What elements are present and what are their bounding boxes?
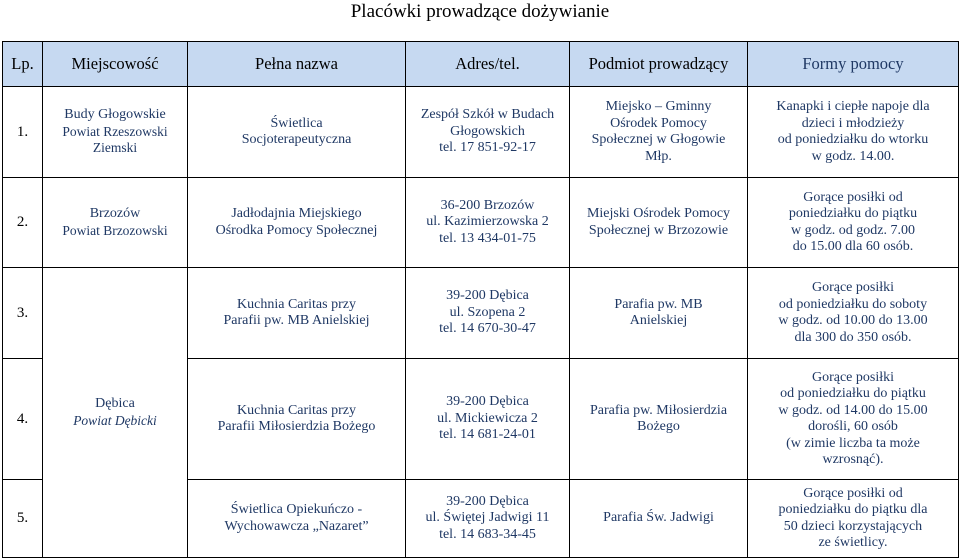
- address-line: ul. Świętej Jadwigi 11: [425, 510, 550, 526]
- help-line: poniedziałku do piątku: [788, 206, 918, 221]
- table-row: [3, 87, 959, 178]
- header-miejscowosc: Miejscowość: [43, 42, 188, 87]
- table-row: [3, 178, 959, 268]
- header-formy: Formy pomocy: [748, 42, 959, 87]
- cell-address: [406, 268, 570, 359]
- cell-lp: 5.: [3, 480, 43, 558]
- address-line: 36-200 Brzozów: [440, 197, 535, 213]
- help-line: od poniedziałku do wtorku: [777, 132, 929, 147]
- header-lp: Lp.: [3, 42, 43, 87]
- address-line: tel. 14 681-24-01: [439, 427, 536, 443]
- address-line: 39-200 Dębica: [446, 394, 529, 410]
- address-line: ul. Kazimierzowska 2: [426, 214, 549, 230]
- help-line: 50 dzieci korzystających: [783, 518, 923, 534]
- location-name: Budy Głogowskie: [64, 107, 166, 123]
- operator-line: Parafia pw. Miłosierdzia: [589, 402, 728, 418]
- help-line: Gorące posiłki od: [803, 189, 903, 205]
- address-line: Zespół Szkół w Budach: [420, 107, 555, 123]
- help-line: dorośli, 60 osób: [808, 419, 898, 434]
- location-district: Ziemski: [92, 140, 138, 156]
- location-district: Powiat Brzozowski: [62, 222, 168, 238]
- cell-location: [43, 178, 188, 268]
- cell-address: [406, 178, 570, 268]
- name-line: Socjoterapeutyczna: [241, 132, 352, 147]
- header-podmiot: Podmiot prowadzący: [570, 42, 748, 87]
- table-row: [3, 268, 959, 359]
- cell-address: [406, 359, 570, 480]
- location-name: Brzozów: [89, 206, 141, 221]
- help-line: Gorące posiłki: [811, 280, 895, 295]
- help-line: poniedziałku do piątku dla: [778, 502, 928, 517]
- location-district: Powiat Dębicki: [73, 412, 157, 428]
- location-name: Dębica: [95, 396, 135, 411]
- header-adres: Adres/tel.: [406, 42, 570, 87]
- address-line: tel. 14 670-30-47: [439, 321, 536, 337]
- name-line: Kuchnia Caritas przy: [237, 296, 356, 312]
- cell-lp: 3.: [3, 268, 43, 359]
- cell-operator: [570, 268, 748, 359]
- header-nazwa: Pełna nazwa: [188, 42, 406, 87]
- operator-line: Parafia Św. Jadwigi: [603, 510, 714, 526]
- help-line: dzieci i młodzieży: [801, 115, 905, 131]
- help-line: w godz. od godz. 7.00: [790, 222, 916, 238]
- cell-lp: 2.: [3, 178, 43, 268]
- operator-line: Anielskiej: [629, 313, 688, 328]
- cell-operator: [570, 178, 748, 268]
- operator-line: Społecznej w Brzozowie: [588, 222, 729, 238]
- operator-line: Miejski Ośrodek Pomocy: [586, 206, 731, 221]
- cell-help: [748, 359, 959, 480]
- address-line: ul. Szopena 2: [449, 304, 526, 320]
- help-line: (w zimie liczba ta może: [786, 435, 920, 451]
- cell-address: [406, 480, 570, 558]
- operator-line: Miejsko – Gminny: [605, 99, 712, 114]
- cell-name: [188, 268, 406, 359]
- cell-location: [43, 87, 188, 178]
- cell-location: [43, 268, 188, 558]
- facilities-table: [2, 41, 959, 558]
- help-line: Gorące posiłki: [811, 369, 895, 385]
- cell-name: [188, 480, 406, 558]
- address-line: 39-200 Dębica: [446, 493, 529, 509]
- name-line: Ośrodka Pomocy Społecznej: [215, 222, 378, 238]
- name-line: Wychowawcza „Nazaret”: [224, 518, 369, 534]
- help-line: ze świetlicy.: [818, 535, 888, 550]
- address-line: Głogowskich: [450, 123, 525, 139]
- help-line: w godz. od 10.00 do 13.00: [778, 313, 928, 328]
- operator-line: Młp.: [645, 148, 672, 164]
- help-line: w godz. od 14.00 do 15.00: [778, 402, 928, 418]
- name-line: Parafii pw. MB Anielskiej: [223, 313, 370, 328]
- cell-help: [748, 268, 959, 359]
- cell-lp: 4.: [3, 359, 43, 480]
- operator-line: Społecznej w Głogowie: [591, 132, 726, 147]
- help-line: dla 300 do 350 osób.: [794, 329, 912, 345]
- address-line: tel. 17 851-92-17: [439, 140, 536, 156]
- cell-help: [748, 178, 959, 268]
- help-line: Gorące posiłki od: [803, 485, 903, 501]
- cell-lp: 1.: [3, 87, 43, 178]
- name-line: Parafii Miłosierdzia Bożego: [217, 419, 376, 434]
- name-line: Kuchnia Caritas przy: [237, 402, 356, 418]
- cell-name: [188, 178, 406, 268]
- cell-operator: [570, 359, 748, 480]
- cell-name: [188, 87, 406, 178]
- address-line: ul. Mickiewicza 2: [437, 410, 538, 426]
- help-line: do 15.00 dla 60 osób.: [792, 239, 914, 254]
- help-line: od poniedziałku do piątku: [780, 386, 926, 401]
- operator-line: Parafia pw. MB: [614, 296, 703, 312]
- table-header-row: [3, 42, 959, 87]
- operator-line: Bożego: [637, 419, 680, 434]
- cell-operator: [570, 480, 748, 558]
- operator-line: Ośrodek Pomocy: [610, 115, 707, 131]
- name-line: Jadłodajnia Miejskiego: [231, 206, 362, 221]
- name-line: Świetlica Opiekuńczo -: [230, 502, 363, 517]
- help-line: od poniedziałku do soboty: [778, 296, 928, 312]
- help-line: wzrosnąć).: [822, 452, 884, 467]
- name-line: Świetlica: [270, 115, 323, 131]
- address-line: tel. 14 683-34-45: [439, 526, 536, 542]
- cell-operator: [570, 87, 748, 178]
- cell-address: [406, 87, 570, 178]
- cell-help: [748, 480, 959, 558]
- page-title: Placówki prowadzące dożywianie: [350, 1, 610, 22]
- address-line: tel. 13 434-01-75: [439, 230, 536, 246]
- location-district: Powiat Rzeszowski: [62, 123, 168, 139]
- help-line: w godz. 14.00.: [811, 148, 895, 164]
- cell-name: [188, 359, 406, 480]
- address-line: 39-200 Dębica: [446, 288, 529, 304]
- help-line: Kanapki i ciepłe napoje dla: [776, 99, 930, 114]
- cell-help: [748, 87, 959, 178]
